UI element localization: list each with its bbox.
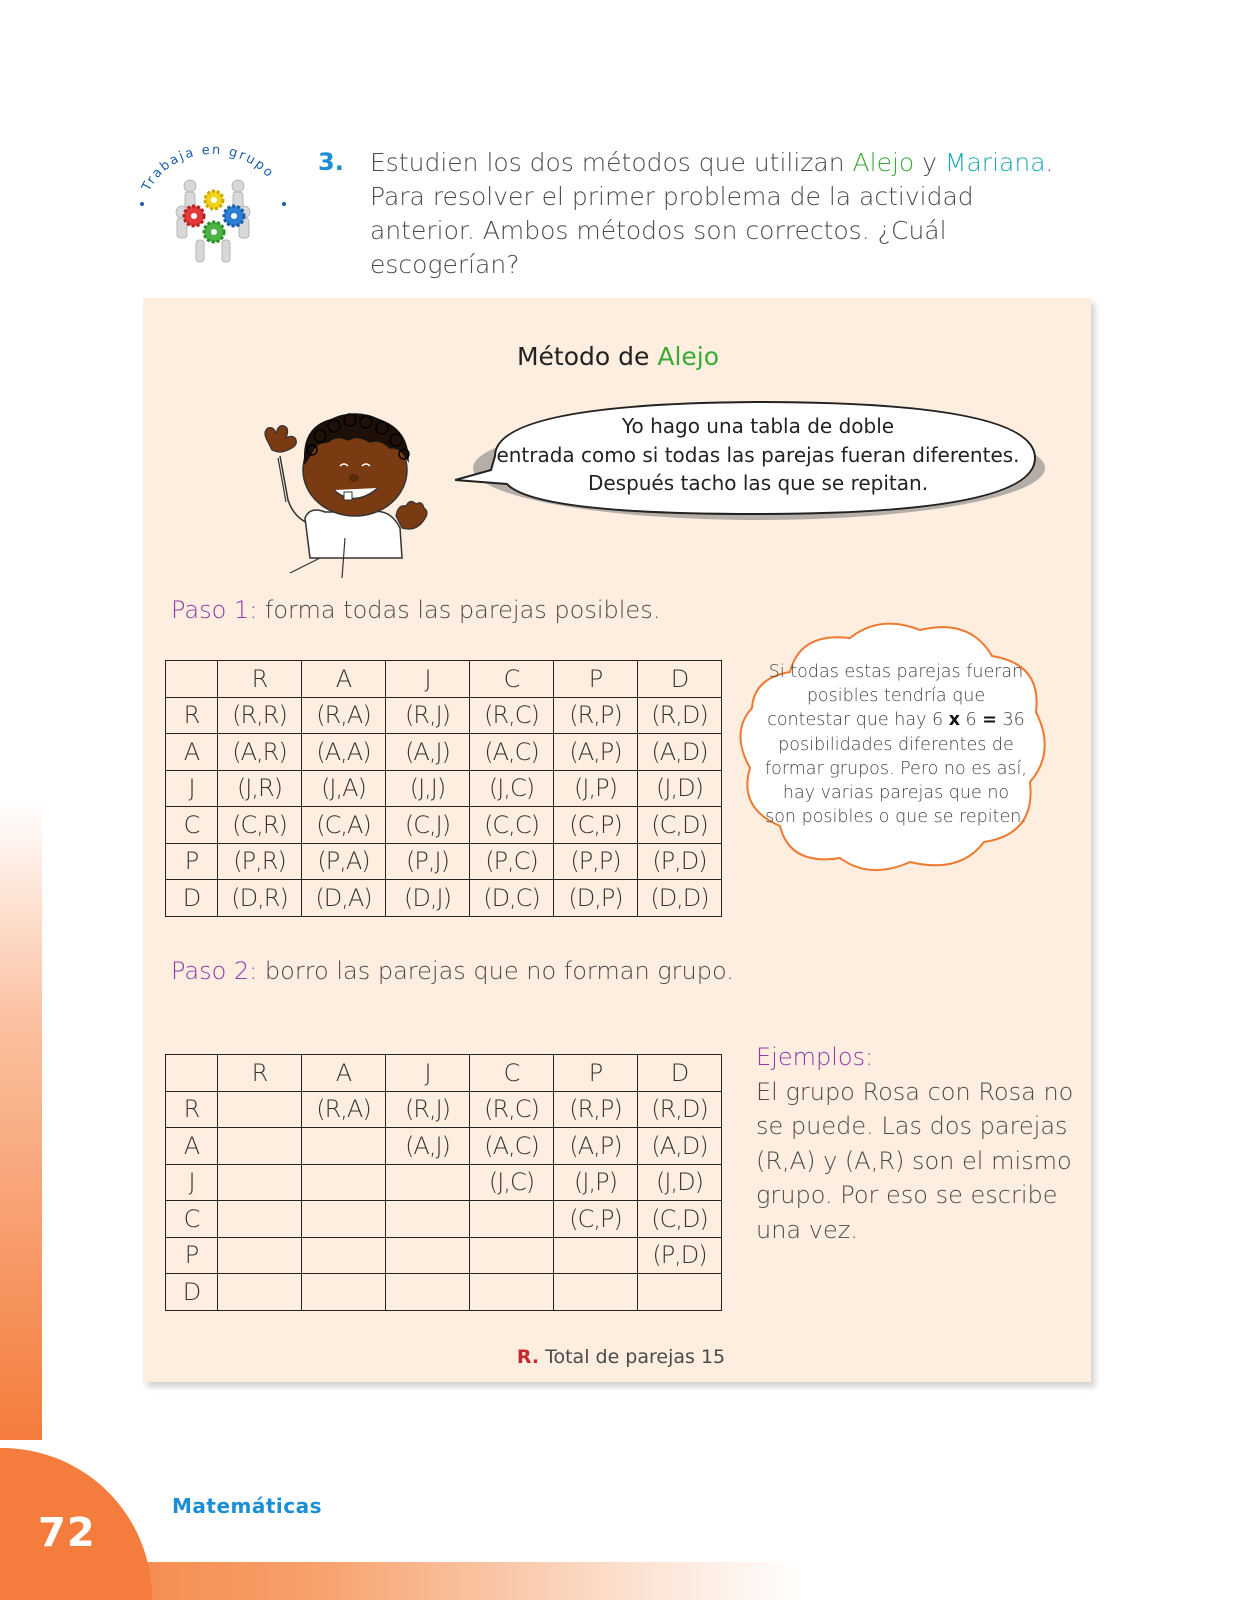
pair-cell: (A,C) [470,1128,554,1165]
pair-cell: (C,D) [638,807,722,844]
pair-cell [218,1164,302,1201]
table-row [166,1091,722,1128]
pair-cell: (R,P) [554,697,638,734]
pair-cell: (R,P) [554,1091,638,1128]
pair-cell: (A,J) [386,1128,470,1165]
pair-cell [386,1201,470,1238]
pair-cell: (C,C) [470,807,554,844]
row-header: D [166,880,218,917]
pair-cell: (D,D) [638,880,722,917]
bottom-decorative-strip [0,1562,1236,1600]
pair-cell: (D,J) [386,880,470,917]
column-header: J [386,661,470,698]
step2-pairs-table [165,1054,722,1311]
name-mariana: Mariana [944,148,1046,177]
pair-cell [302,1201,386,1238]
boy-illustration [250,408,450,578]
pair-cell [470,1237,554,1274]
row-header: R [166,1091,218,1128]
table-row [166,1201,722,1238]
table-row [166,734,722,771]
row-header: D [166,1274,218,1311]
pair-cell: (P,A) [302,843,386,880]
exercise-instructions: Estudien los dos métodos que utilizan Alejo y Mariana. Para resolver el primer problema de la actividad anterior. Ambos métodos son correctos. ¿Cuál escogerían? [370,148,1054,279]
row-header: J [166,1164,218,1201]
pair-cell [302,1274,386,1311]
table-header-row [166,661,722,698]
table-header-row [166,1055,722,1092]
table-row [166,697,722,734]
pair-cell: (C,P) [554,1201,638,1238]
table-row [166,1128,722,1165]
pair-cell [218,1201,302,1238]
pair-cell [554,1274,638,1311]
pair-cell [218,1237,302,1274]
page-number: 72 [38,1510,96,1556]
pair-cell: (P,D) [638,1237,722,1274]
pair-cell: (A,A) [302,734,386,771]
pair-cell: (C,A) [302,807,386,844]
pair-cell: (J,D) [638,770,722,807]
pair-cell: (J,P) [554,1164,638,1201]
pair-cell: (J,P) [554,770,638,807]
column-header: P [554,661,638,698]
pair-cell: (J,R) [218,770,302,807]
svg-text:Trabaja en grupo [139,143,277,195]
row-header: C [166,1201,218,1238]
pair-cell: (D,P) [554,880,638,917]
column-header: J [386,1055,470,1092]
column-header: R [218,1055,302,1092]
pair-cell: (R,A) [302,697,386,734]
pair-cell: (P,D) [638,843,722,880]
pair-cell [218,1091,302,1128]
pair-cell: (P,R) [218,843,302,880]
table-row [166,807,722,844]
pair-cell [470,1201,554,1238]
pair-cell: (A,D) [638,1128,722,1165]
footer-subject: Matemáticas [172,1494,323,1518]
table-row [166,843,722,880]
thought-cloud-text: Si todas estas parejas fueran posibles tendría que contestar que hay 6 x 6 = 36 posibilidades diferentes de formar grupos. Pero no es así, hay varias parejas que no son posibles o que se repiten. [765,662,1027,828]
pair-cell: (J,C) [470,770,554,807]
step2-heading: Paso 2: borro las parejas que no forman grupo. [171,957,734,985]
column-header: D [638,1055,722,1092]
pair-cell: (A,P) [554,1128,638,1165]
row-header: A [166,1128,218,1165]
pair-cell: (R,A) [302,1091,386,1128]
pair-cell [302,1164,386,1201]
examples-title: Ejemplos: [756,1043,874,1071]
pair-cell: (J,J) [386,770,470,807]
pair-cell: (R,C) [470,697,554,734]
pair-cell [470,1274,554,1311]
exercise-number: 3. [318,148,344,176]
pair-cell: (A,D) [638,734,722,771]
row-header: A [166,734,218,771]
column-header: D [638,661,722,698]
pair-cell: (R,C) [470,1091,554,1128]
pair-cell [386,1274,470,1311]
table-corner-cell [166,1055,218,1092]
step1-pairs-table [165,660,722,917]
table-corner-cell [166,661,218,698]
column-header: P [554,1055,638,1092]
pair-cell: (A,P) [554,734,638,771]
row-header: P [166,1237,218,1274]
work-in-group-logo [128,140,298,270]
pair-cell: (R,D) [638,697,722,734]
pair-cell [554,1237,638,1274]
logo-text: Trabaja en grupo [139,142,278,194]
column-header: A [302,661,386,698]
answer-line: R. Total de parejas 15 [516,1346,726,1368]
pair-cell [218,1274,302,1311]
pair-cell: (R,D) [638,1091,722,1128]
column-header: C [470,661,554,698]
step1-heading: Paso 1: forma todas las parejas posibles. [171,596,661,624]
table-row [166,1274,722,1311]
row-header: C [166,807,218,844]
pair-cell: (D,C) [470,880,554,917]
speech-bubble-text: Yo hago una tabla de doble entrada como si todas las parejas fueran diferentes. Después tacho las que se repitan. [496,414,1020,495]
table-row [166,770,722,807]
pair-cell: (C,J) [386,807,470,844]
pair-cell [386,1164,470,1201]
name-alejo: Alejo [852,148,915,177]
pair-cell: (C,D) [638,1201,722,1238]
pair-cell: (R,J) [386,697,470,734]
row-header: R [166,697,218,734]
pair-cell [302,1237,386,1274]
method-title: Método de Alejo [516,342,720,371]
pair-cell: (J,A) [302,770,386,807]
pair-cell: (C,P) [554,807,638,844]
pair-cell [302,1128,386,1165]
table-row [166,1164,722,1201]
pair-cell [218,1128,302,1165]
pair-cell: (P,C) [470,843,554,880]
pair-cell: (R,J) [386,1091,470,1128]
examples-box [756,1040,1076,1247]
table-row [166,880,722,917]
pair-cell: (D,A) [302,880,386,917]
left-decorative-strip [0,800,42,1440]
pair-cell: (A,C) [470,734,554,771]
column-header: A [302,1055,386,1092]
pair-cell: (A,R) [218,734,302,771]
pair-cell: (P,P) [554,843,638,880]
pair-cell: (J,C) [470,1164,554,1201]
pair-cell: (J,D) [638,1164,722,1201]
pair-cell: (D,R) [218,880,302,917]
pair-cell [386,1237,470,1274]
examples-text: El grupo Rosa con Rosa no se puede. Las dos parejas (R,A) y (A,R) son el mismo grupo. Por eso se escribe una vez. [756,1077,1074,1244]
pair-cell: (R,R) [218,697,302,734]
row-header: J [166,770,218,807]
pair-cell: (P,J) [386,843,470,880]
table-row [166,1237,722,1274]
row-header: P [166,843,218,880]
column-header: C [470,1055,554,1092]
pair-cell [638,1274,722,1311]
pair-cell: (C,R) [218,807,302,844]
column-header: R [218,661,302,698]
pair-cell: (A,J) [386,734,470,771]
